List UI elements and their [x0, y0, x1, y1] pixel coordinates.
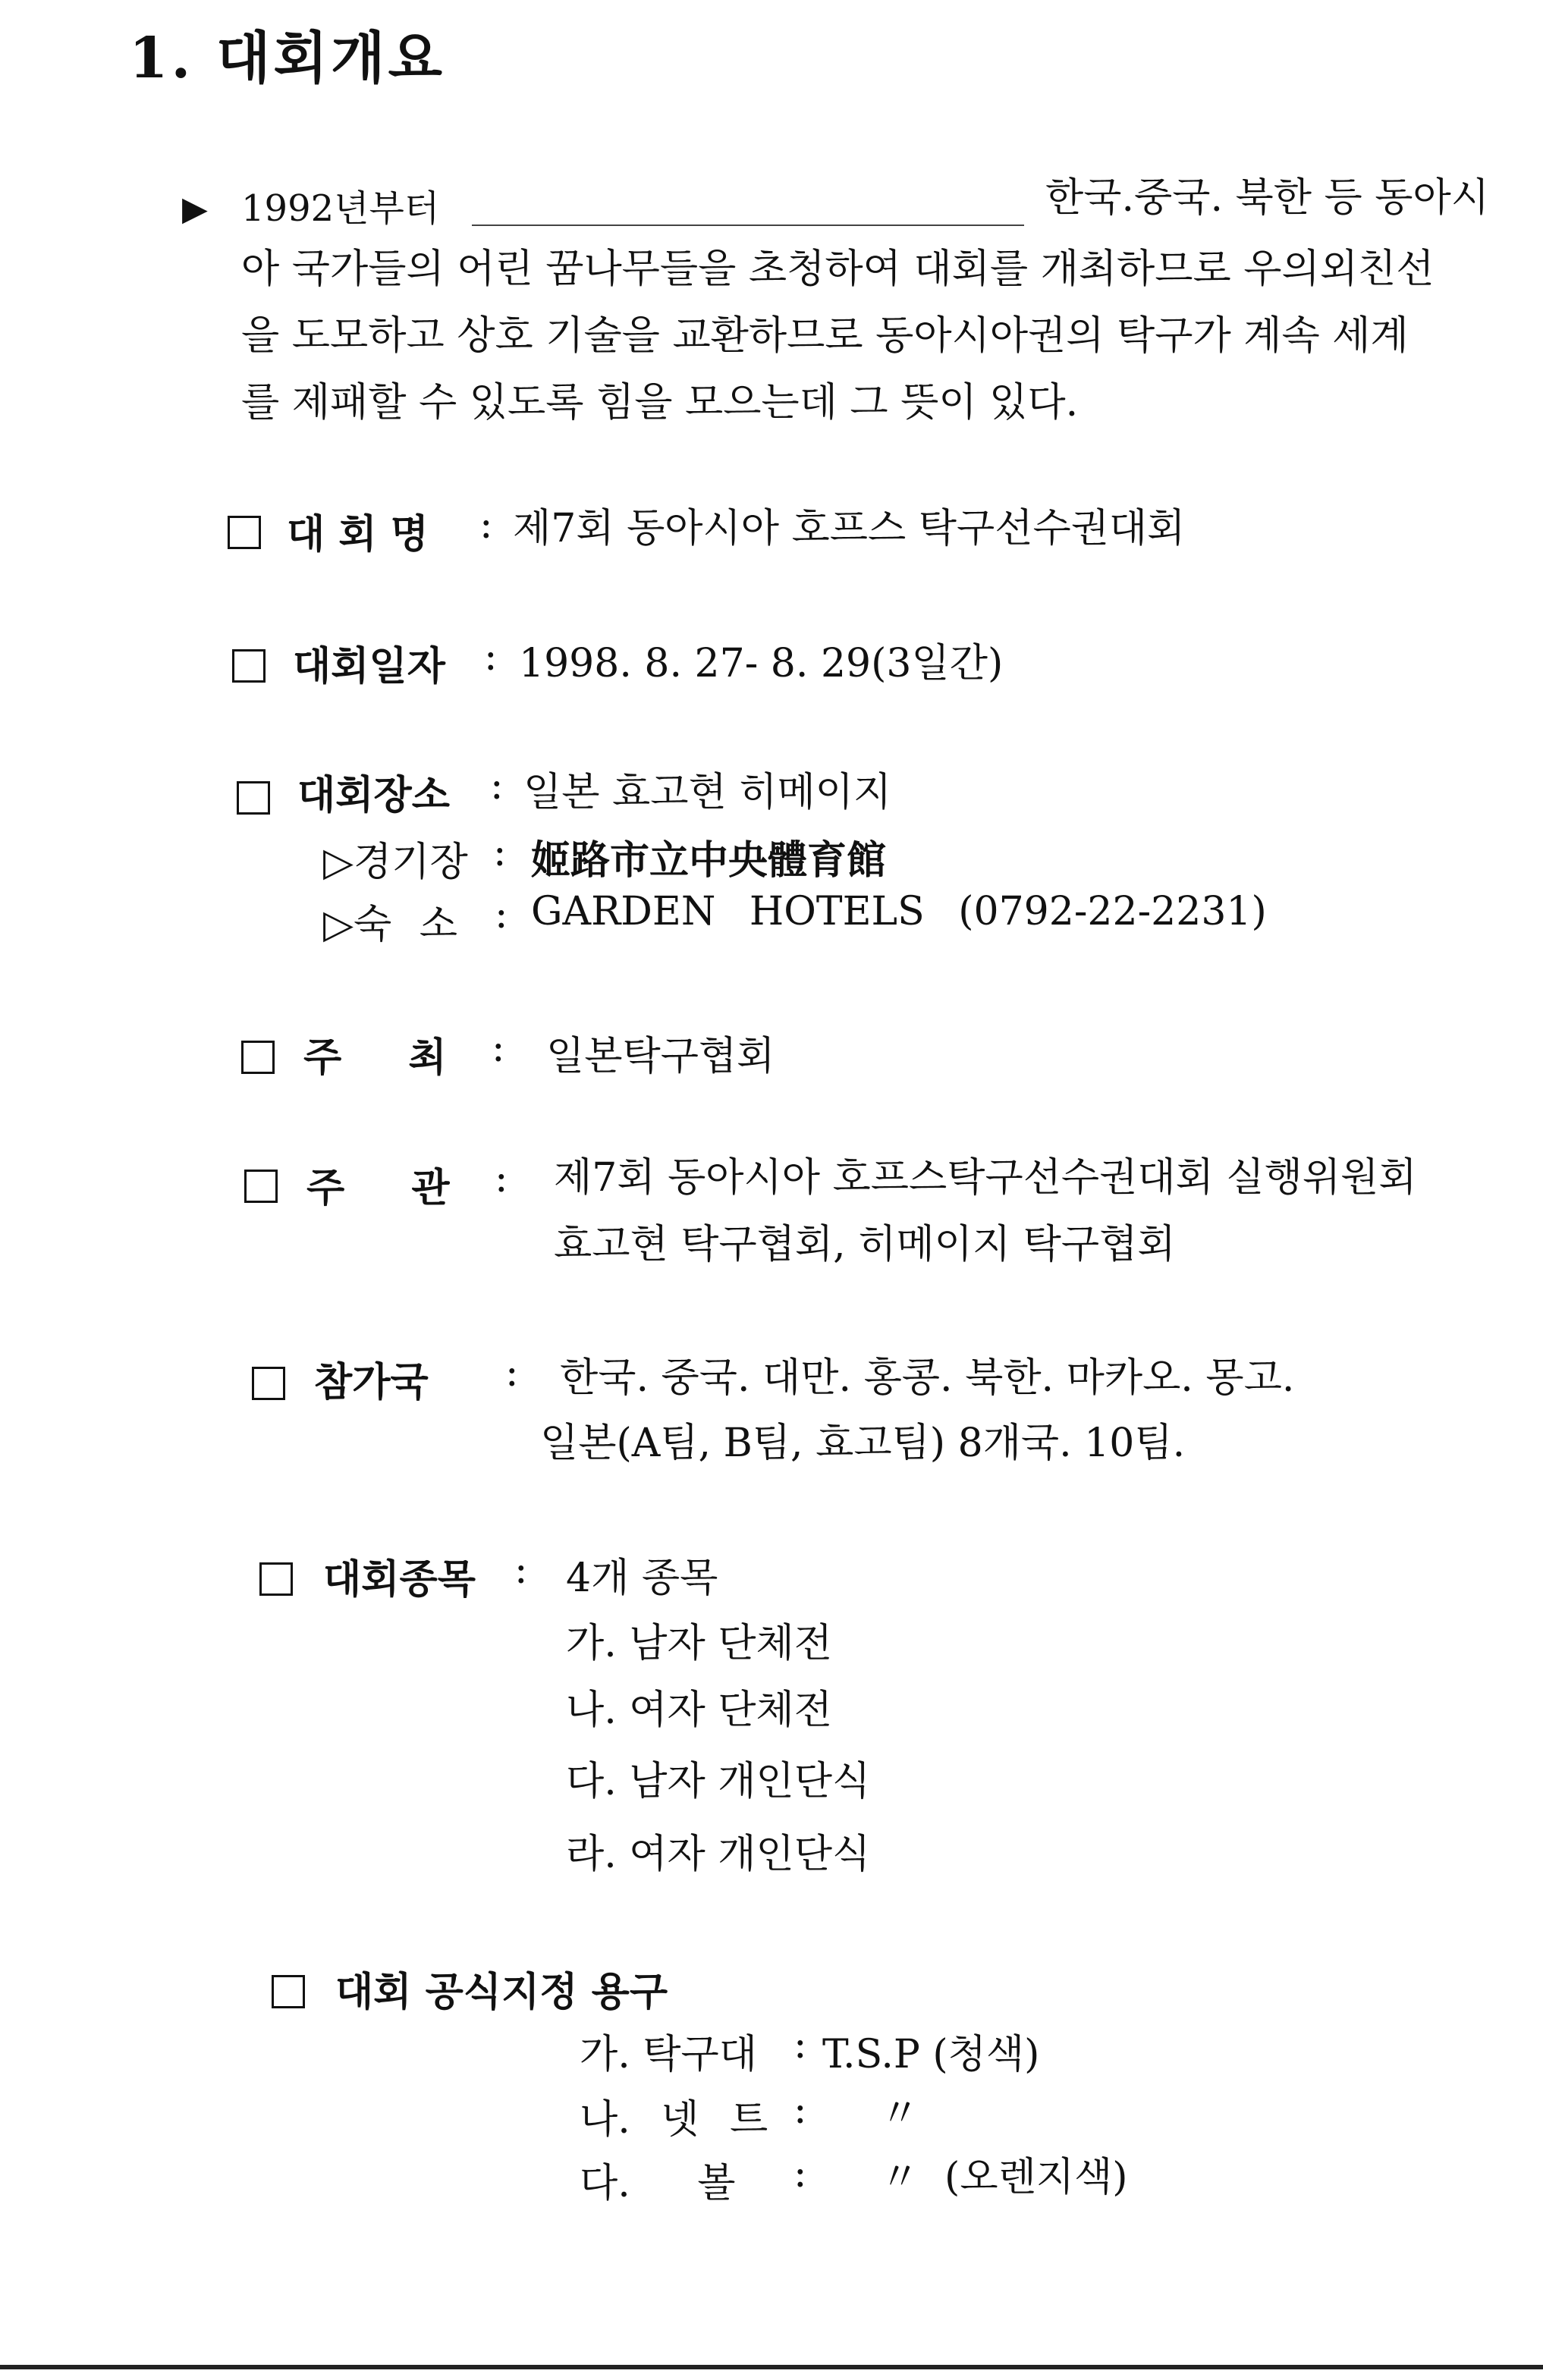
- equipment-key: 다. 볼: [580, 2161, 736, 2206]
- label-events: 대회종목: [323, 1556, 476, 1603]
- sep-stadium: :: [493, 830, 507, 875]
- label-host: 주 최: [303, 1035, 447, 1081]
- sep-events: :: [514, 1547, 528, 1593]
- checkbox-date: [232, 649, 266, 683]
- value-venue: 일본 효고현 히메이지: [523, 770, 892, 815]
- sep-venue: :: [490, 763, 504, 809]
- label-equipment: 대회 공식지정 용구: [335, 1969, 668, 2015]
- label-stadium: ▷경기장: [323, 840, 468, 885]
- intro-line-3: 을 도모하고 상호 기술을 교환하므로 동아시아권의 탁구가 계속 세계: [241, 313, 1409, 359]
- sep-lodging: :: [495, 892, 508, 937]
- value-countries-2: 일본(A팀, B팀, 효고팀) 8개국. 10팀.: [540, 1421, 1186, 1466]
- intro-line-1a: 1992년부터: [241, 187, 440, 230]
- label-venue: 대회장소: [297, 772, 450, 818]
- intro-line-2: 아 국가들의 어린 꿈나무들을 초청하여 대회를 개최하므로 우의외친선: [241, 246, 1435, 292]
- equipment-value: 〃: [880, 2091, 920, 2137]
- sep-date: :: [484, 634, 498, 680]
- equipment-sep: :: [793, 2087, 807, 2133]
- value-date: 1998. 8. 27- 8. 29(3일간): [519, 641, 1004, 686]
- event-item: 나. 여자 단체전: [566, 1688, 832, 1733]
- checkbox-name: [228, 516, 261, 549]
- equipment-value: T.S.P (청색): [822, 2032, 1040, 2077]
- checkbox-countries: [252, 1367, 285, 1400]
- value-organizer-2: 효고현 탁구협회, 히메이지 탁구협회: [554, 1222, 1176, 1267]
- value-lodging: GARDEN HOTELS (0792-22-2231): [531, 889, 1267, 934]
- sep-name: :: [479, 502, 493, 548]
- sep-organizer: :: [495, 1156, 508, 1201]
- intro-line-4: 를 제패할 수 있도록 힘을 모으는데 그 뜻이 있다.: [241, 380, 1079, 425]
- intro-line-1b: 한국.중국. 북한 등 동아시: [1045, 175, 1489, 221]
- label-organizer: 주 관: [306, 1165, 450, 1211]
- equipment-key: 나. 넷 트: [580, 2097, 768, 2143]
- sep-host: :: [492, 1025, 505, 1071]
- equipment-value: 〃 (오렌지색): [880, 2155, 1128, 2200]
- label-countries: 참가국: [314, 1359, 429, 1405]
- value-events: 4개 종목: [566, 1556, 718, 1601]
- event-item: 가. 남자 단체전: [566, 1621, 832, 1666]
- intro-bullet: ▶: [182, 190, 208, 228]
- value-host: 일본탁구협회: [546, 1034, 775, 1079]
- label-date: 대회일자: [293, 643, 445, 689]
- checkbox-venue: [237, 781, 270, 815]
- equipment-sep: :: [793, 2151, 807, 2196]
- value-name: 제7회 동아시아 호프스 탁구선수권대회: [513, 506, 1186, 551]
- equipment-sep: :: [793, 2022, 807, 2068]
- event-item: 다. 남자 개인단식: [566, 1759, 871, 1804]
- checkbox-host: [241, 1041, 275, 1074]
- sep-countries: :: [505, 1350, 519, 1396]
- checkbox-events: [259, 1562, 293, 1596]
- label-lodging: ▷숙 소: [323, 902, 457, 947]
- label-name: 대 회 명: [287, 511, 429, 557]
- intro-blank-underline: [472, 224, 1024, 226]
- scan-bottom-edge: [0, 2365, 1543, 2369]
- equipment-key: 가. 탁구대: [580, 2032, 757, 2077]
- value-countries-1: 한국. 중국. 대만. 홍콩. 북한. 마카오. 몽고.: [560, 1355, 1295, 1401]
- value-stadium: 姬路市立中央體育館: [531, 837, 887, 884]
- checkbox-organizer: [244, 1170, 278, 1203]
- event-item: 라. 여자 개인단식: [566, 1832, 871, 1877]
- value-organizer-1: 제7회 동아시아 호프스탁구선수권대회 실행위원회: [554, 1155, 1417, 1201]
- checkbox-equipment: [272, 1975, 305, 2008]
- section-title: 1. 대회개요: [129, 26, 445, 91]
